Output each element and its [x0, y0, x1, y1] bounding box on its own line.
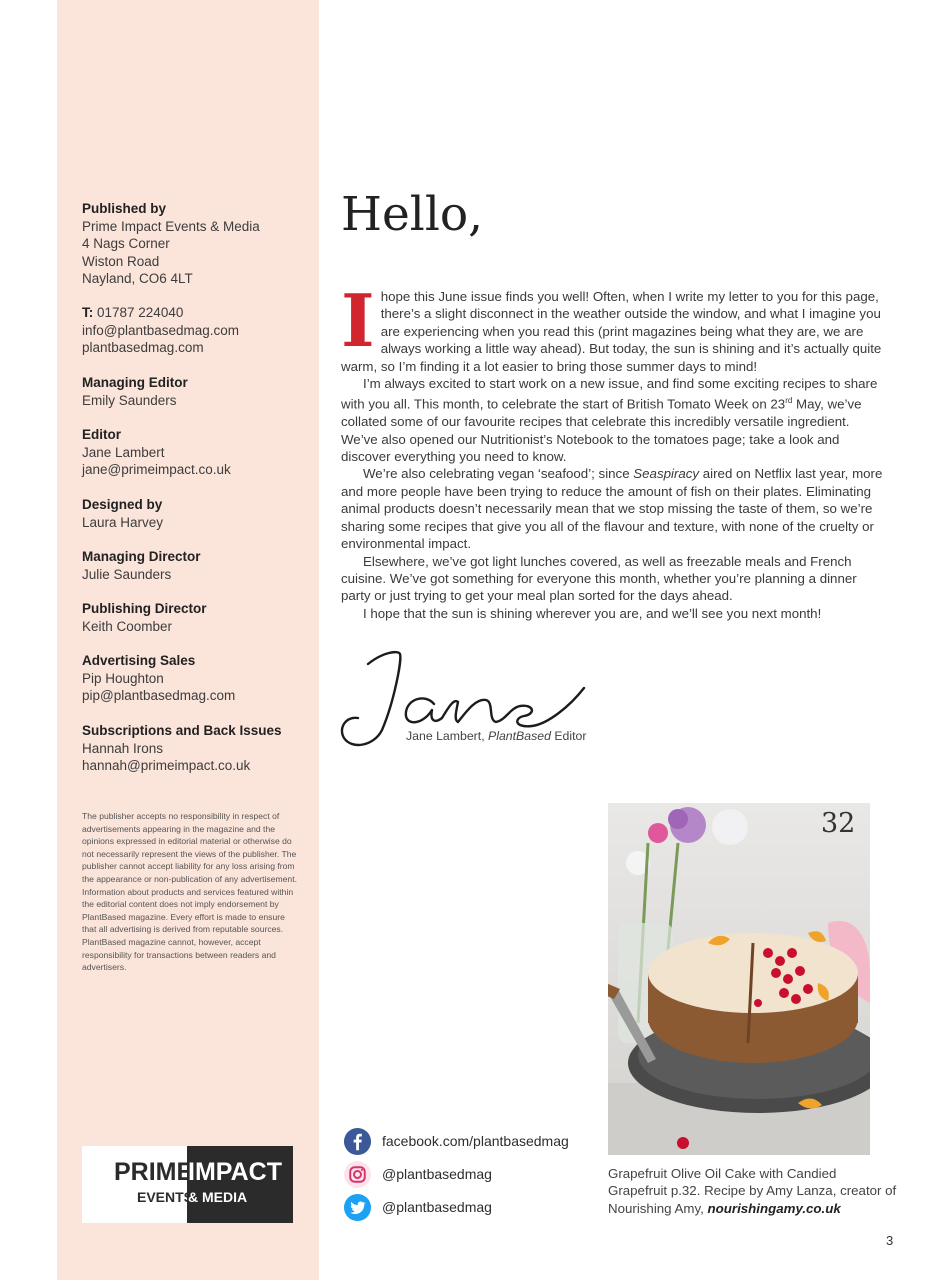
editor-email[interactable]: jane@primeimpact.co.uk: [82, 462, 231, 477]
address-line: Wiston Road: [82, 253, 160, 269]
caption-text: Grapefruit Olive Oil Cake with Candied Grapefruit p.32. Recipe by Amy Lanza, creator of Nourishing Amy,: [608, 1166, 897, 1216]
paragraph-text: I’m always excited to start work on a new issue, and find some exciting recipes to share with you all. This month, to celebrate the start of British Tomato Week on 23: [341, 376, 878, 412]
twitter-icon: [343, 1193, 372, 1222]
sidebar-panel: [57, 0, 319, 1280]
subscriptions-name: Hannah Irons: [82, 740, 164, 756]
disclaimer-text: The publisher accepts no responsibility in respect of advertisements appearing in the magazine and the opinions expressed in editorial material or otherwise do not necessarily represent the views of the publisher. The publisher cannot accept liability for any loss arising from the appearance or non-publication of any advertisement. Information about products and services featured within the editorial content does not imply endorsement by PlantBased magazine. Every effort is made to ensure that all advertising is derived from reputable sources. PlantBased magazine cannot, however, accept responsibility for transactions between readers and advertisers.: [82, 811, 297, 973]
subscriptions-heading: Subscriptions and Back Issues: [82, 723, 282, 738]
phone-label: T:: [82, 305, 94, 320]
ordinal-suffix: rd: [785, 396, 793, 406]
letter-paragraph: [341, 278, 887, 375]
publishing-director-block: [82, 600, 312, 635]
paragraph-text: May, we’ve collated some of our favourite recipes that celebrate this incredibly versatile ingredient. We’ve also opened our Nutritionist’s Notebook to the tomatoes page; take a look and discover everything you need to know.: [341, 396, 862, 465]
publisher-heading: Published by: [82, 201, 167, 216]
contact-block: [82, 304, 312, 357]
cake-photo: [608, 803, 870, 1155]
instagram-icon: [343, 1160, 372, 1189]
publishing-director-heading: Publishing Director: [82, 601, 207, 616]
managing-director-heading: Managing Director: [82, 549, 201, 564]
contact-website[interactable]: plantbasedmag.com: [82, 340, 204, 355]
managing-editor-heading: Managing Editor: [82, 375, 188, 390]
designer-block: [82, 496, 312, 531]
twitter-handle: @plantbasedmag: [382, 1199, 492, 1215]
editor-heading: Editor: [82, 427, 121, 442]
letter-paragraph: I hope that the sun is shining wherever you are, and we’ll see you next month!: [363, 605, 822, 621]
letter-heading: Hello,: [341, 187, 484, 242]
letter-paragraph: Elsewhere, we’ve got light lunches covered, as well as freezable meals and French cuisine. We’ve got something for everyone this month, whether you’re planning a dinner party or just trying to get your meal plan sorted for the days ahead.: [341, 553, 857, 604]
managing-director-block: [82, 548, 312, 583]
signature-text: Jane: [338, 642, 341, 643]
subscriptions-email[interactable]: hannah@primeimpact.co.uk: [82, 758, 251, 773]
instagram-handle: @plantbasedmag: [382, 1166, 492, 1182]
facebook-icon: [343, 1127, 372, 1156]
logo-media-text: & MEDIA: [188, 1189, 248, 1205]
emphasis-title: Seaspiracy: [633, 466, 700, 482]
photo-caption: [608, 1165, 898, 1217]
publisher-name: Prime Impact Events & Media: [82, 218, 260, 234]
contact-email[interactable]: info@plantbasedmag.com: [82, 322, 240, 338]
signature-role: Editor: [550, 729, 587, 743]
paragraph-text: We’re also celebrating vegan ‘seafood’; since: [363, 466, 634, 482]
advertising-name: Pip Houghton: [82, 670, 164, 686]
managing-editor-name: Emily Saunders: [82, 392, 177, 408]
advertising-block: [82, 652, 312, 705]
editor-name: Jane Lambert: [82, 444, 165, 460]
subscriptions-block: [82, 722, 312, 775]
paragraph-text: hope this June issue finds you well! Often, when I write my letter to you for this page, there’s a slight disconnect in the weather outside the window, and what I imagine you are experiencing when you read this (print magazines being what they are, we are always working a little way ahead). But today, the sun is shining and it’s actually quite warm, so I’m finding it a lot easier to bring those summer days to mind!: [341, 289, 882, 374]
letter-paragraph: [341, 375, 887, 465]
designer-name: Laura Harvey: [82, 514, 164, 530]
logo-impact-text: IMPACT: [188, 1158, 282, 1186]
letter-paragraph: [341, 465, 887, 552]
editor-block: [82, 426, 312, 479]
managing-director-name: Julie Saunders: [82, 566, 172, 582]
drop-cap: I: [341, 278, 375, 363]
signature-name: Jane Lambert,: [406, 729, 489, 743]
logo-prime-text: PRIME: [114, 1158, 194, 1186]
managing-editor-block: [82, 374, 312, 409]
social-twitter[interactable]: [343, 1193, 603, 1223]
publisher-block: [82, 200, 312, 288]
paragraph-text: aired on Netflix last year, more and more people have been trying to reduce the amount of fish on their plates. Eliminating animal products doesn’t necessarily mean that we stop missing the taste of them, so we’re sharing some recipes that give you all of the flavour and texture, with none of the cruelty or environmental impact.: [341, 466, 883, 552]
address-line: Nayland, CO6 4LT: [82, 271, 193, 286]
editor-letter: [341, 278, 887, 622]
feature-page-number: 32: [821, 808, 856, 839]
page-number: 3: [886, 1233, 894, 1248]
advertising-email[interactable]: pip@plantbasedmag.com: [82, 688, 236, 703]
facebook-handle: facebook.com/plantbasedmag: [382, 1133, 569, 1149]
magazine-name: PlantBased: [488, 729, 551, 743]
logo-events-text: EVENTS: [137, 1189, 194, 1205]
caption-link[interactable]: nourishingamy.co.uk: [707, 1200, 841, 1216]
designer-heading: Designed by: [82, 497, 163, 512]
publishing-director-name: Keith Coomber: [82, 618, 173, 634]
signature-caption: [406, 729, 586, 743]
social-facebook[interactable]: [343, 1127, 603, 1157]
prime-impact-logo: [82, 1146, 293, 1223]
address-line: 4 Nags Corner: [82, 236, 170, 251]
social-instagram[interactable]: [343, 1160, 603, 1190]
advertising-heading: Advertising Sales: [82, 653, 196, 668]
phone-number: 01787 224040: [93, 305, 184, 320]
